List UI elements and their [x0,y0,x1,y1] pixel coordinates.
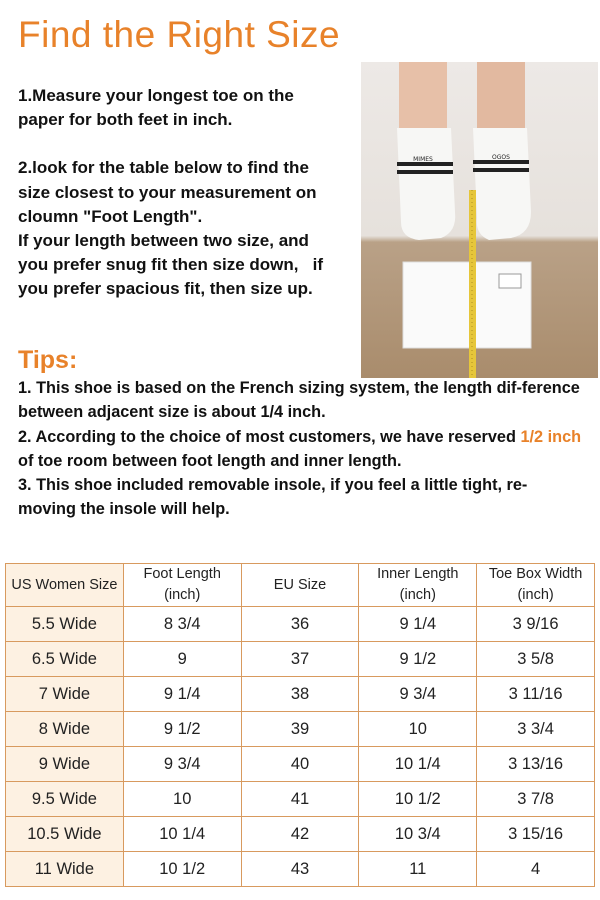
table-cell: 11 [359,852,477,887]
tips-list [18,376,584,522]
table-cell: 10 1/4 [359,747,477,782]
measurement-photo [361,62,598,378]
table-cell: 40 [241,747,359,782]
table-cell: 9 3/4 [359,677,477,712]
table-cell: 5.5 Wide [6,607,124,642]
table-cell: 10 [359,712,477,747]
table-header-row [6,564,595,607]
table-row [6,817,595,852]
table-cell: 38 [241,677,359,712]
instructions [18,84,343,302]
toe-room-highlight: 1/2 inch [520,427,582,446]
table-cell: 9 1/2 [359,642,477,677]
table-row [6,747,595,782]
table-row [6,712,595,747]
table-row [6,607,595,642]
tip-2: 2. According to the choice of most customers, we have reserved 1/2 inch of toe room between foot length and inner length. [18,427,582,470]
table-row [6,782,595,817]
table-row [6,642,595,677]
table-cell: 9.5 Wide [6,782,124,817]
table-cell: 39 [241,712,359,747]
table-cell: 9 1/4 [123,677,241,712]
table-cell: 10 3/4 [359,817,477,852]
table-cell: 3 3/4 [477,712,595,747]
table-cell: 3 7/8 [477,782,595,817]
table-cell: 9 [123,642,241,677]
table-cell: 9 3/4 [123,747,241,782]
table-cell: 37 [241,642,359,677]
table-cell: 8 Wide [6,712,124,747]
size-chart [5,563,595,887]
step-1: 1.Measure your longest toe on the paper for both feet in inch. [18,86,294,130]
step-2-note: If your length between two size, and you prefer snug fit then size down, if you prefer spacious fit, then size up. [18,231,324,299]
table-row [6,677,595,712]
table-cell: 3 9/16 [477,607,595,642]
tip-3: 3. This shoe included removable insole, if you feel a little tight, re-moving the insole will help. [18,476,528,519]
column-header: Foot Length (inch) [123,564,241,607]
sock-left-text: MIMES [413,156,433,163]
table-cell: 9 1/2 [123,712,241,747]
column-header: Inner Length (inch) [359,564,477,607]
table-cell: 10 1/2 [359,782,477,817]
table-cell: 3 11/16 [477,677,595,712]
page-title: Find the Right Size [18,14,341,55]
step-2: 2.look for the table below to find the size closest to your measurement on cloumn "Foot Length". [18,158,317,226]
table-cell: 6.5 Wide [6,642,124,677]
table-cell: 4 [477,852,595,887]
table-cell: 11 Wide [6,852,124,887]
table-cell: 41 [241,782,359,817]
column-header: EU Size [241,564,359,607]
table-cell: 9 1/4 [359,607,477,642]
tips-heading: Tips: [18,346,78,374]
table-row [6,852,595,887]
table-cell: 3 15/16 [477,817,595,852]
table-cell: 7 Wide [6,677,124,712]
table-cell: 10.5 Wide [6,817,124,852]
table-cell: 9 Wide [6,747,124,782]
table-cell: 43 [241,852,359,887]
tip-1: 1. This shoe is based on the French sizing system, the length dif-ference between adjacent size is about 1/4 inch. [18,379,580,422]
table-cell: 10 1/4 [123,817,241,852]
table-cell: 3 13/16 [477,747,595,782]
table-cell: 36 [241,607,359,642]
table-cell: 42 [241,817,359,852]
table-cell: 8 3/4 [123,607,241,642]
column-header: US Women Size [6,564,124,607]
table-cell: 10 [123,782,241,817]
sock-right-text: OGOS [492,154,510,161]
table-cell: 3 5/8 [477,642,595,677]
table-cell: 10 1/2 [123,852,241,887]
column-header: Toe Box Width (inch) [477,564,595,607]
feet-measuring-illustration [361,62,598,378]
table-body [6,607,595,887]
